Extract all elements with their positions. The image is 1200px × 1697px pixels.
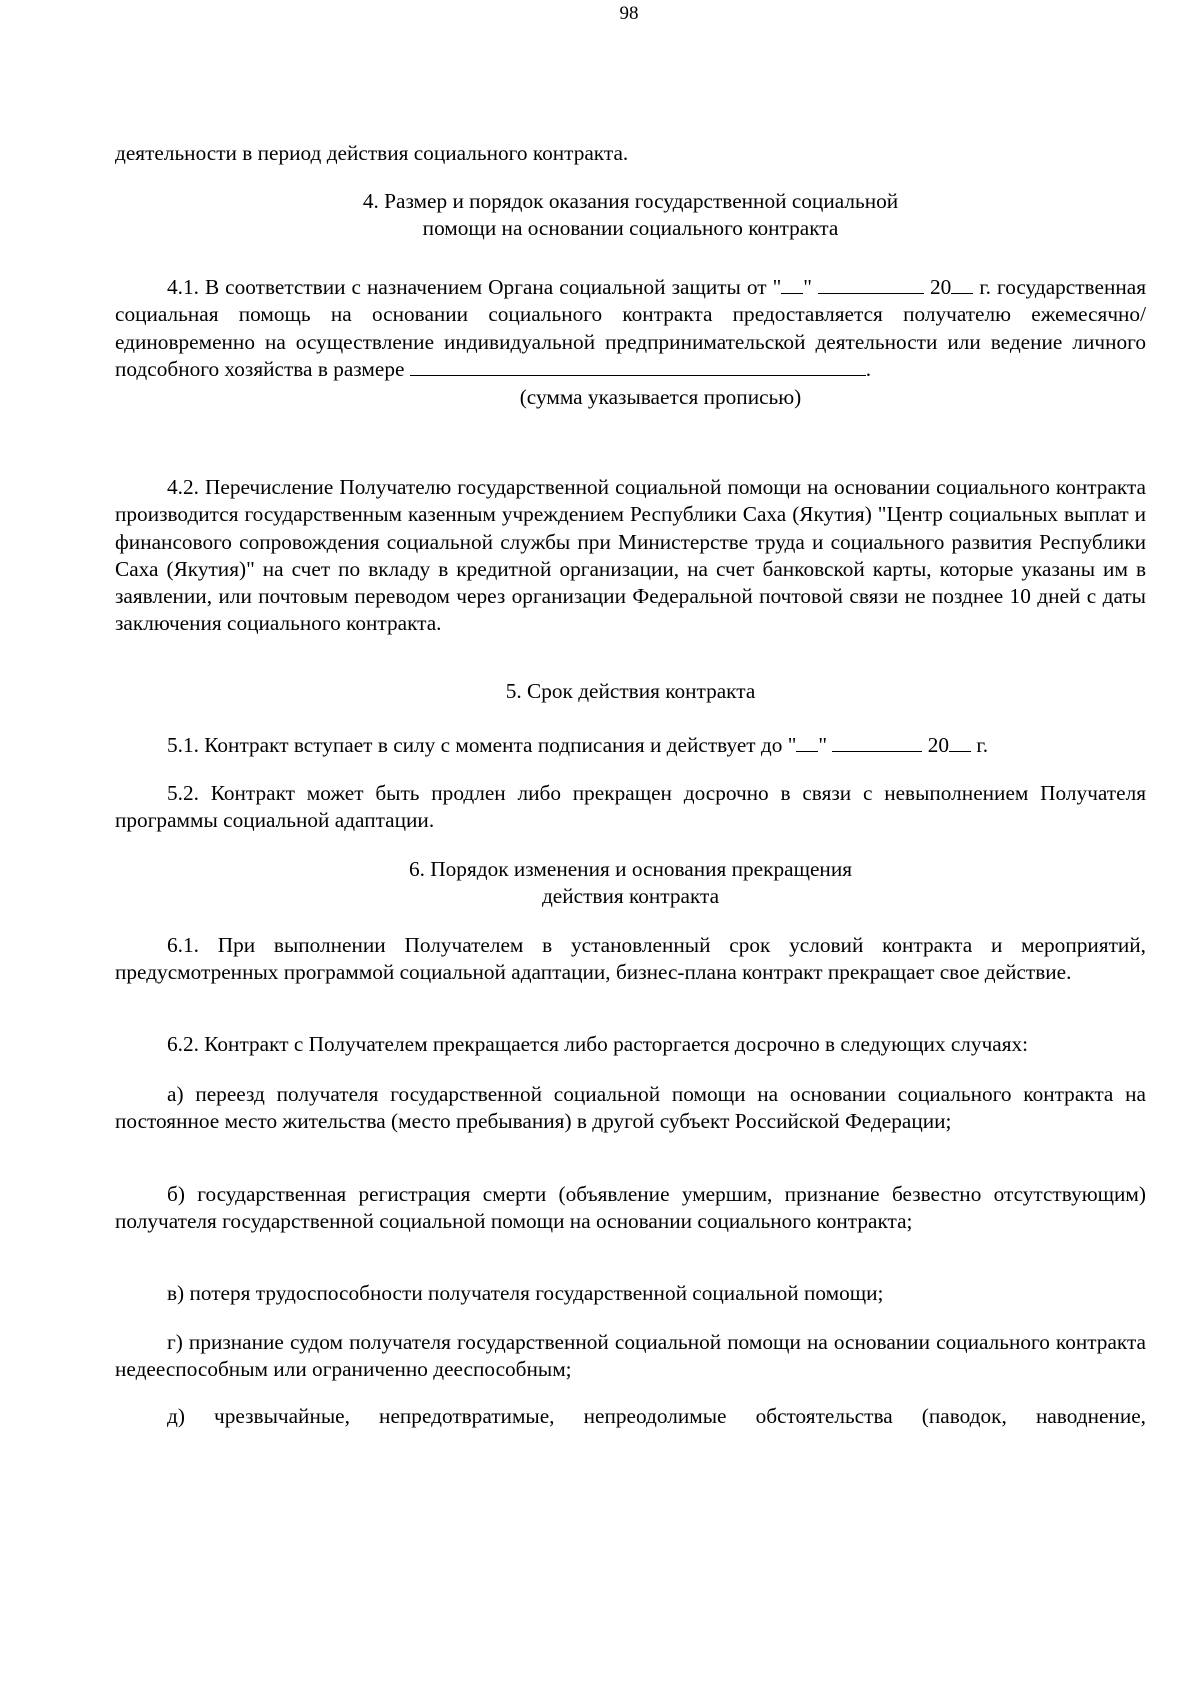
paragraph-6-2-b-text: б) государственная регистрация смерти (объявление умершим, признание безвестно отсутствующим) получателя государственной социальной помощи на основании социального контракта; (115, 1182, 1146, 1234)
p41-part-d: г. государственная социальная помощь на основании социального контракта предоставляется получателю ежемесячно/единовременно на осуществление индивидуальной предпринимательской деятельности или ведение личного подсобного хозяйства в размере (115, 275, 1146, 382)
paragraph-6-2-g (115, 1329, 1146, 1384)
day-blank (781, 274, 803, 294)
section-4-heading-line-1: 4. Размер и порядок оказания государственной социальной (362, 189, 899, 213)
p41-end: . (865, 357, 872, 382)
section-5-heading (115, 678, 1146, 705)
paragraph-6-2-g-text: г) признание судом получателя государственной социальной помощи на основании социального контракта недееспособным или ограниченно дееспособным; (115, 1330, 1146, 1382)
end-month-blank (832, 732, 922, 752)
paragraph-6-1 (115, 932, 1146, 987)
p51-part-d: г. (971, 733, 989, 758)
paragraph-4-1 (115, 274, 1146, 411)
intro-line-block (115, 140, 1146, 167)
paragraph-5-1 (115, 732, 1146, 759)
paragraph-6-2-a (115, 1081, 1146, 1136)
p41-part-b: " (803, 275, 818, 300)
amount-note: (сумма указывается прописью) (519, 384, 802, 409)
paragraph-6-2-b (115, 1181, 1146, 1236)
p51-part-c: 20 (922, 733, 950, 758)
section-6-heading-line-2: действия контракта (541, 884, 720, 909)
p41-part-a: 4.1. В соответствии с назначением Органа социальной защиты от " (167, 275, 782, 300)
paragraph-6-2-d-text: д) чрезвычайные, непредотвратимые, непреодолимые обстоятельства (паводок, наводнение, (167, 1404, 1146, 1428)
paragraph-6-2 (115, 1031, 1146, 1058)
p51-part-b: " (818, 733, 833, 758)
paragraph-5-2 (115, 780, 1146, 835)
section-6-heading (115, 856, 1146, 911)
paragraph-5-2-text: 5.2. Контракт может быть продлен либо прекращен досрочно в связи с невыполнением Получателя программы социальной адаптации. (115, 781, 1146, 833)
paragraph-6-2-text: 6.2. Контракт с Получателем прекращается либо расторгается досрочно в следующих случаях: (167, 1032, 1029, 1056)
paragraph-5-1-text (115, 732, 1146, 759)
paragraph-6-2-v-text: в) потеря трудоспособности получателя государственной социальной помощи; (167, 1281, 884, 1305)
end-day-blank (796, 732, 818, 752)
paragraph-6-1-text: 6.1. При выполнении Получателем в установленный срок условий контракта и мероприятий, предусмотренных программой социальной адаптации, бизнес-плана контракт прекращает свое действие. (115, 933, 1146, 985)
intro-line: деятельности в период действия социального контракта. (115, 141, 629, 165)
end-year-blank (949, 732, 971, 752)
section-4-heading-line-2: помощи на основании социального контракта (422, 216, 839, 241)
paragraph-6-2-a-text: а) переезд получателя государственной социальной помощи на основании социального контракта на постоянное место жительства (место пребывания) в другой субъект Российской Федерации; (115, 1082, 1146, 1134)
section-4-heading (115, 188, 1146, 243)
paragraph-4-2-text: 4.2. Перечисление Получателю государственной социальной помощи на основании социального контракта производится государственным казенным учреждением Республики Саха (Якутия) "Центр социальных выплат и финансового сопровождения социальной службы при Министерстве труда и социального развития Республики Саха (Якутия)" на счет по вкладу в кредитной организации, на счет банковской карты, которые указаны им в заявлении, или почтовым переводом через организации Федеральной почтовой связи не позднее 10 дней с даты заключения социального контракта. (115, 475, 1146, 636)
p51-part-a: 5.1. Контракт вступает в силу с момента подписания и действует до " (167, 733, 797, 758)
amount-blank (410, 356, 866, 376)
paragraph-6-2-d (115, 1403, 1146, 1430)
paragraph-4-2 (115, 474, 1146, 638)
paragraph-4-1-text (115, 274, 1146, 384)
paragraph-6-2-v (115, 1280, 1146, 1307)
section-6-heading-line-1: 6. Порядок изменения и основания прекращения (408, 857, 853, 881)
year-blank (951, 274, 973, 294)
p41-part-c: 20 (923, 275, 952, 300)
page-number: 98 (619, 3, 639, 24)
section-5-heading-text: 5. Срок действия контракта (505, 679, 756, 703)
month-blank (818, 274, 924, 294)
